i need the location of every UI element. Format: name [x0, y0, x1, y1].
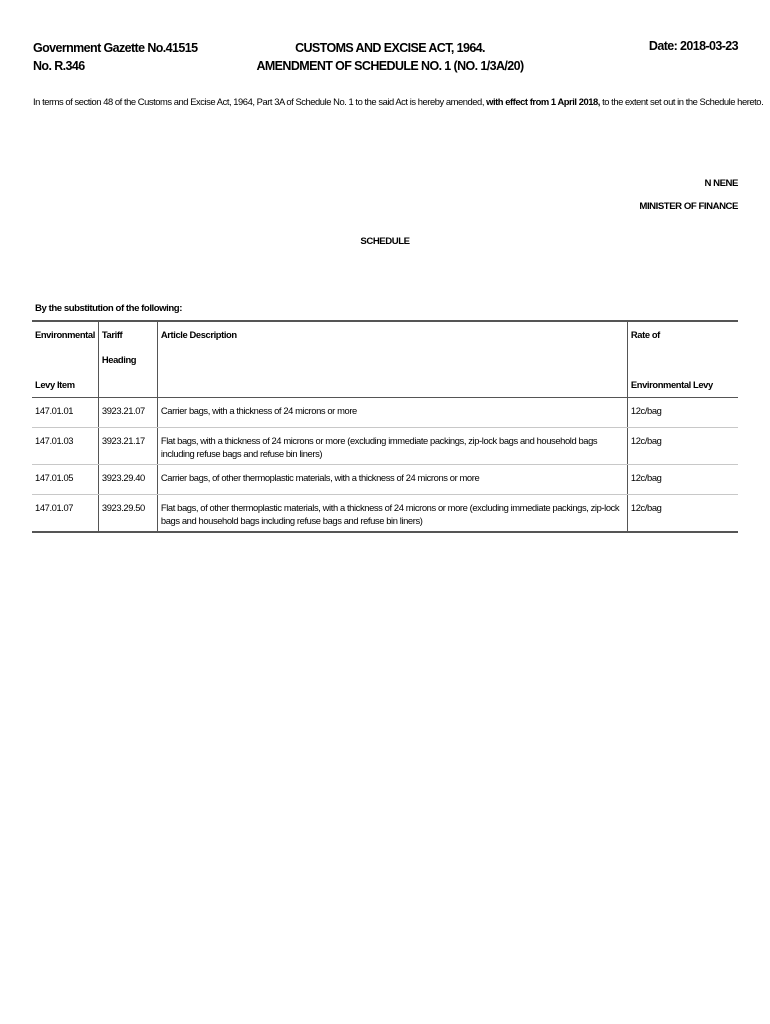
amendment-title: AMENDMENT OF SCHEDULE NO. 1 (NO. 1/3A/20) — [256, 59, 524, 73]
article-description-cell: Carrier bags, of other thermoplastic materials, with a thickness of 24 microns or more — [157, 465, 627, 495]
header-rate-line1: Rate of — [627, 321, 738, 372]
header-article-description: Article Description — [157, 321, 627, 372]
notice-number: No. R.346 — [33, 59, 85, 73]
signatory-name: N NENE — [704, 178, 738, 189]
levy-rate-cell: 12c/bag — [627, 398, 738, 428]
article-description-cell: Carrier bags, with a thickness of 24 microns or more — [157, 398, 627, 428]
article-description-cell: Flat bags, of other thermoplastic materials, with a thickness of 24 microns or more (excluding immediate packings, zip-lock bags and household bags including refuse bags and refuse bin liners) — [157, 495, 627, 533]
levy-item-cell: 147.01.03 — [32, 428, 98, 465]
substitution-note: By the substitution of the following: — [35, 303, 182, 314]
gazette-number: Government Gazette No.41515 — [33, 41, 198, 55]
header-tariff-heading-cont — [98, 372, 157, 398]
table-header-row — [32, 321, 738, 372]
signatory-title: MINISTER OF FINANCE — [639, 201, 738, 212]
preamble-effective-date: with effect from 1 April 2018, — [486, 96, 600, 107]
gazette-header — [33, 39, 197, 75]
document-date: Date: 2018-03-23 — [648, 39, 738, 53]
signatory-block — [639, 172, 738, 218]
environmental-levy-table — [32, 320, 738, 533]
tariff-heading-cell: 3923.29.40 — [98, 465, 157, 495]
levy-rate-cell: 12c/bag — [627, 465, 738, 495]
preamble-paragraph — [33, 96, 764, 107]
table-row — [32, 495, 738, 533]
levy-rate-cell: 12c/bag — [627, 428, 738, 465]
header-article-description-cont — [157, 372, 627, 398]
table-row — [32, 398, 738, 428]
table-header-row — [32, 372, 738, 398]
header-rate-line2: Environmental Levy — [627, 372, 738, 398]
tariff-heading-cell: 3923.29.50 — [98, 495, 157, 533]
levy-rate-cell: 12c/bag — [627, 495, 738, 533]
tariff-heading-cell: 3923.21.17 — [98, 428, 157, 465]
levy-item-cell: 147.01.07 — [32, 495, 98, 533]
table-row — [32, 428, 738, 465]
article-description-cell: Flat bags, with a thickness of 24 microns or more (excluding immediate packings, zip-lock bags and household bags including refuse bags and refuse bin liners) — [157, 428, 627, 465]
preamble-text-end: to the extent set out in the Schedule hereto. — [599, 96, 764, 107]
header-env-levy-item-line1: Environmental — [32, 321, 98, 372]
levy-item-cell: 147.01.01 — [32, 398, 98, 428]
act-title: CUSTOMS AND EXCISE ACT, 1964. — [295, 41, 485, 55]
tariff-heading-cell: 3923.21.07 — [98, 398, 157, 428]
preamble-text-start: In terms of section 48 of the Customs and Excise Act, 1964, Part 3A of Schedule No. 1 to the said Act is hereby amended, — [33, 96, 487, 107]
schedule-heading: SCHEDULE — [360, 236, 410, 247]
table-row — [32, 465, 738, 495]
header-tariff-heading: Tariff Heading — [98, 321, 157, 372]
levy-item-cell: 147.01.05 — [32, 465, 98, 495]
document-title-block — [235, 39, 545, 75]
header-env-levy-item-line2: Levy Item — [32, 372, 98, 398]
